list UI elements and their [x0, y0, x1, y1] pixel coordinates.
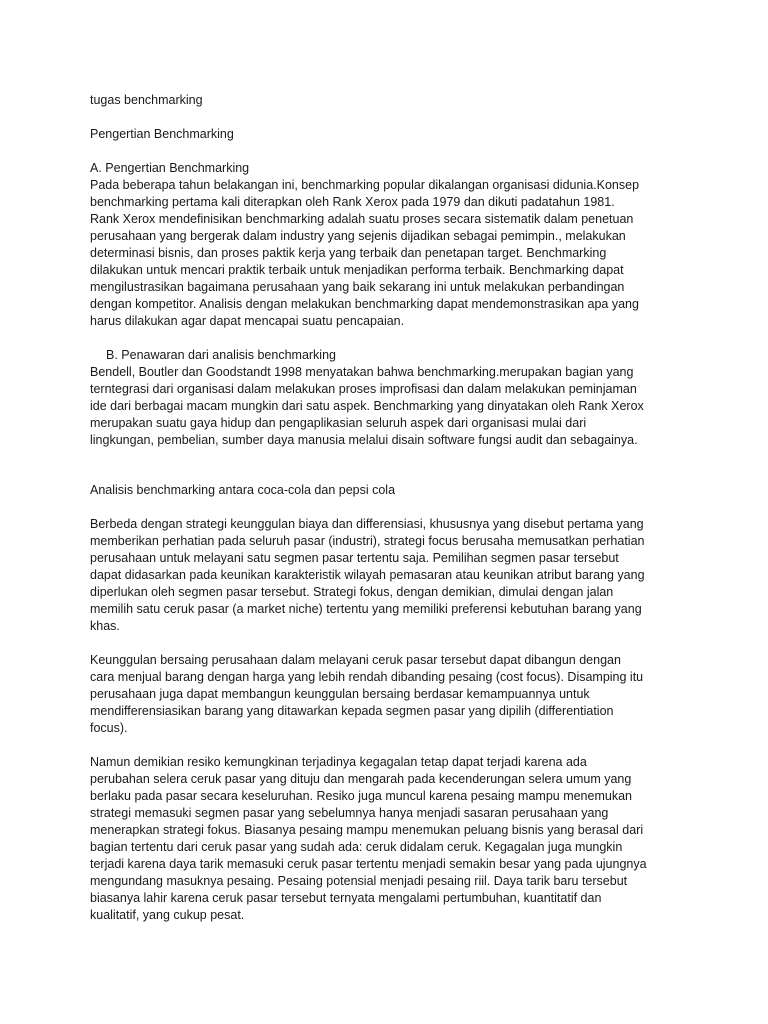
- analysis-paragraph-2: Keunggulan bersaing perusahaan dalam melayani ceruk pasar tersebut dapat dibangun dengan cara menjual barang dengan harga yang lebih rendah dibanding pesaing (cost focus). Disamping itu perusahaan juga dapat membangun keunggulan bersaing berdasar kemampuannya untuk mendifferensiasikan barang yang ditawarkan kepada segmen pasar yang dipilih (differentiation focus).: [90, 653, 644, 735]
- spacer: [90, 737, 686, 754]
- document-title: tugas benchmarking: [90, 93, 203, 107]
- document-page: [90, 92, 686, 924]
- analysis-paragraph-1: Berbeda dengan strategi keunggulan biaya dan differensiasi, khususnya yang disebut pertama yang memberikan perhatian pada seluruh pasar (industri), strategi focus berusaha memusatkan perhatian perusahaan untuk melayani satu segmen pasar tertentu saja. Pemilihan segmen pasar tersebut dapat didasarkan pada keunikan karakteristik wilayah pemasaran atau keunikan atribut barang yang diperlukan oleh segmen pasar tersebut. Strategi fokus, dengan demikian, dimulai dengan jalan memilih satu ceruk pasar (a market niche) tertentu yang memiliki preferensi kebutuhan barang yang khas.: [90, 517, 645, 633]
- analysis-heading: Analisis benchmarking antara coca-cola dan pepsi cola: [90, 483, 396, 497]
- section-b-body: Bendell, Boutler dan Goodstandt 1998 menyatakan bahwa benchmarking.merupakan bagian yang terntegrasi dari organisasi dalam melakukan proses improfisasi dan dalam melakukan peminjaman ide dari berbagai macam mungkin dari satu aspek. Benchmarking yang dinyatakan oleh Rank Xerox merupakan suatu gaya hidup dan pengaplikasian seluruh aspek dari organisasi mulai dari lingkungan, pembelian, sumber daya manusia melalui disain software fungsi audit dan sebagainya.: [90, 365, 644, 447]
- section-a-body: Pada beberapa tahun belakangan ini, benchmarking popular dikalangan organisasi didunia.Konsep benchmarking pertama kali diterapkan oleh Rank Xerox pada 1979 dan dikuti padatahun 1981. Rank Xerox mendefinisikan benchmarking adalah suatu proses secara sistematik dalam penetuan perusahaan yang bergerak dalam industry yang sejenis dijadikan sebagai pemimpin., melakukan determinasi bisnis, dan proses paktik kerja yang terbaik dan penetapan target. Benchmarking dilakukan untuk mencari praktik terbaik untuk menjadikan performa terbaik. Benchmarking dapat mengilustrasikan bagaimana perusahaan yang baik sekarang ini untuk melakukan perbandingan dengan kompetitor. Analisis dengan melakukan benchmarking dapat mendemonstrasikan apa yang harus dilakukan agar dapat mencapai suatu pencapaian.: [90, 178, 640, 328]
- spacer: [90, 499, 686, 516]
- spacer: [90, 143, 686, 160]
- section-a-heading: A. Pengertian Benchmarking: [90, 161, 250, 175]
- analysis-paragraph-3: Namun demikian resiko kemungkinan terjadinya kegagalan tetap dapat terjadi karena ada perubahan selera ceruk pasar yang dituju dan mengarah pada kecenderungan selera umum yang berlaku pada pasar secara keseluruhan. Resiko juga muncul karena pesaing mampu menemukan strategi memasuki segmen pasar yang sebelumnya hanya menjadi sasaran perusahaan yang menerapkan strategi fokus. Biasanya pesaing mampu menemukan peluang bisnis yang berasal dari bagian tertentu dari ceruk pasar yang sudah ada: ceruk didalam ceruk. Kegagalan juga mungkin terjadi karena daya tarik memasuki ceruk pasar tertentu menjadi semakin besar yang pada ujungnya mengundang masuknya pesaing. Pesaing potensial menjadi pesaing riil. Daya tarik baru tersebut biasanya lahir karena ceruk pasar tersebut ternyata mengalami pertumbuhan, kuantitatif dan kualitatif, yang cukup pesat.: [90, 755, 647, 922]
- spacer: [90, 330, 686, 347]
- section-b-heading: B. Penawaran dari analisis benchmarking: [106, 348, 336, 362]
- document-heading: Pengertian Benchmarking: [90, 127, 234, 141]
- spacer: [90, 109, 686, 126]
- spacer: [90, 635, 686, 652]
- spacer: [90, 449, 686, 466]
- spacer: [90, 466, 686, 482]
